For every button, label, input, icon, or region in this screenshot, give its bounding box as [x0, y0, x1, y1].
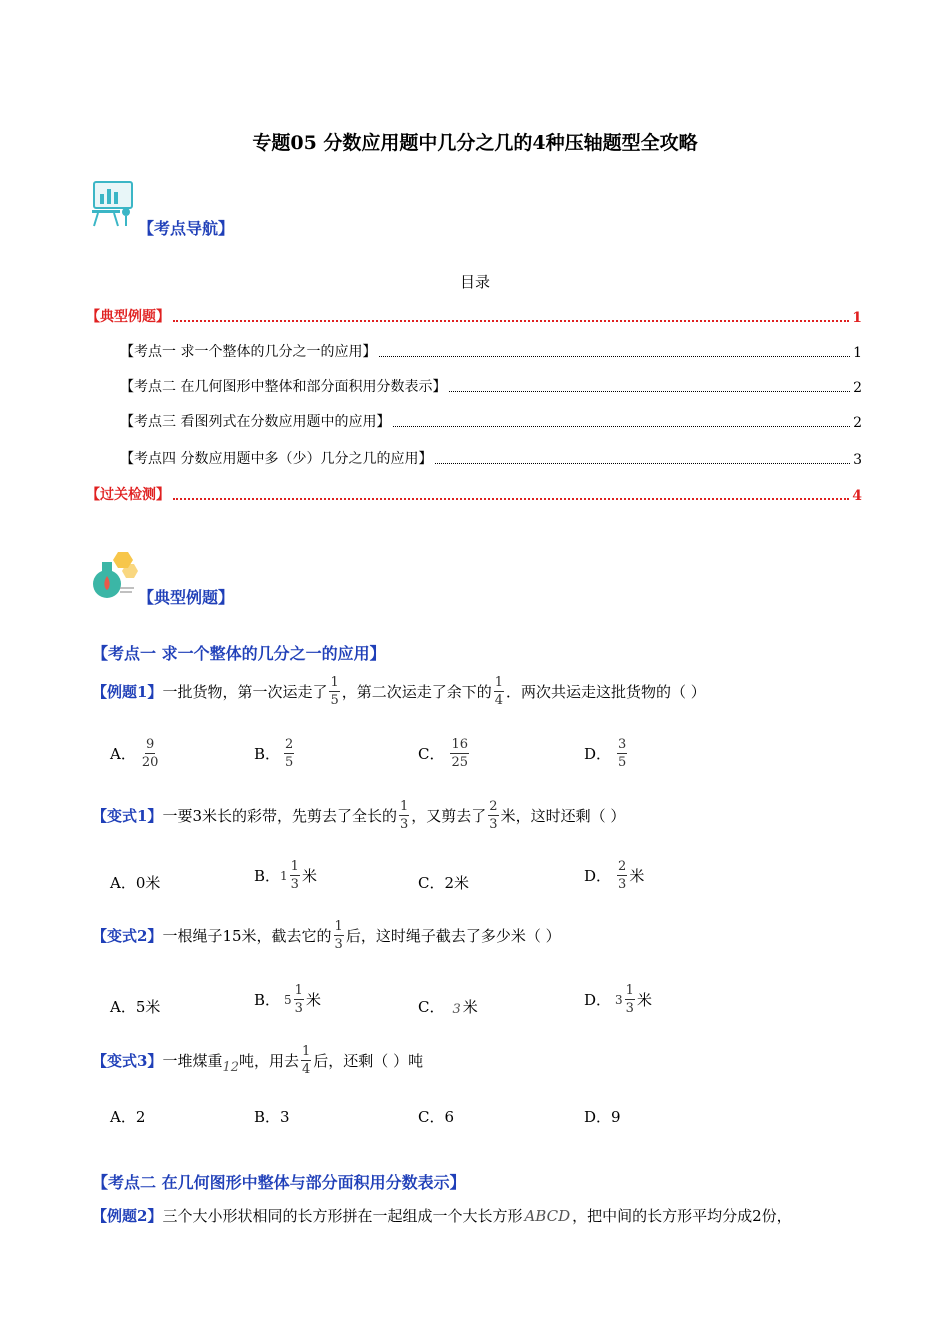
question-v2: 【变式2】 一根绳子15米，截去它的 $\frac{1}{3}$ 后，这时绳子截去了多少米（ ）: [92, 919, 561, 952]
option-d[interactable]: D． $\frac{3}{5}$: [584, 737, 627, 770]
option-c[interactable]: C．6: [418, 1108, 455, 1126]
nav-heading: 【考点导航】: [138, 219, 235, 238]
option-b[interactable]: B． 1 $\frac{1}{3}$ 米: [254, 859, 317, 892]
toc-entry-label: 【考点三 看图列式在分数应用题中的应用】: [120, 414, 391, 430]
toc-entry[interactable]: [120, 341, 862, 361]
option-b[interactable]: B． 5 $\frac{1}{3}$ 米: [254, 983, 321, 1016]
toc-entry-label: 【考点四 分数应用题中多（少）几分之几的应用】: [120, 451, 433, 467]
toc-entry[interactable]: [120, 411, 862, 431]
fraction: $\frac{1}{3}$: [334, 919, 343, 952]
toc-entry-label: 【考点一 求一个整体的几分之一的应用】: [120, 344, 377, 360]
fraction: $\frac{1}{4}$: [494, 675, 504, 708]
question-ex2: 【例题2】 三个大小形状相同的长方形拼在一起组成一个大长方形 ABCD ，把中间的长方形平均分成2份，: [92, 1206, 792, 1225]
question-ex1: [92, 676, 706, 707]
toc-page: 3: [853, 452, 862, 468]
toc-entry-label: 【典型例题】: [86, 309, 170, 325]
examples-heading: 【典型例题】: [138, 588, 235, 607]
question-tag: 【例题1】: [92, 683, 163, 701]
question-text: ，第二次运走了余下的: [341, 683, 492, 701]
fraction: $\frac{1}{3}$: [399, 799, 409, 832]
option-d[interactable]: D．9: [584, 1108, 621, 1126]
toc-leader: [379, 355, 850, 357]
toc-page: 2: [853, 415, 862, 431]
question-text: ．两次共运走这批货物的（ ）: [506, 683, 706, 701]
question-v3: 【变式3】 一堆煤重 12 吨，用去 $\frac{1}{4}$ 后，还剩（ ）吨: [92, 1044, 424, 1077]
toc-page: 1: [852, 310, 862, 326]
toc-leader: [435, 462, 850, 464]
option-a[interactable]: A．0米: [110, 874, 161, 892]
toc-leader: [173, 319, 849, 322]
fraction: $\frac{1}{5}$: [330, 675, 339, 708]
option-d[interactable]: D． 3 $\frac{1}{3}$ 米: [584, 983, 652, 1016]
option-b[interactable]: B．3: [254, 1108, 290, 1126]
flask-icon: [88, 550, 138, 600]
option-a[interactable]: A．5米: [110, 998, 161, 1016]
toc-leader: [449, 390, 850, 392]
fraction: $\frac{1}{4}$: [302, 1044, 311, 1077]
option-b[interactable]: B． $\frac{2}{5}$: [254, 737, 294, 770]
toc-page: 4: [852, 488, 862, 504]
toc-page: 2: [853, 380, 862, 396]
toc-entry[interactable]: [86, 306, 862, 326]
question-v1: 【变式1】 一要3米长的彩带，先剪去了全长的 $\frac{1}{3}$ ，又剪去了 $\frac{2}{3}$ 米，这时还剩（ ）: [92, 799, 626, 832]
toc-page: 1: [853, 345, 862, 361]
toc-entry-label: 【考点二 在几何图形中整体和部分面积用分数表示】: [120, 379, 447, 395]
fraction: $\frac{2}{3}$: [489, 799, 498, 832]
page-title: 专题05 分数应用题中几分之几的4种压轴题型全攻略: [252, 132, 698, 154]
presentation-icon: [88, 180, 138, 228]
option-d[interactable]: D． $\frac{2}{3}$ 米: [584, 859, 645, 892]
question-text: 一批货物，第一次运走了: [162, 683, 328, 701]
toc-entry[interactable]: [120, 448, 862, 468]
toc-leader: [173, 497, 849, 500]
toc-title: 目录: [459, 273, 490, 291]
toc-entry[interactable]: [120, 376, 862, 396]
option-a[interactable]: A． $\frac{9}{20}$: [110, 737, 159, 770]
topic-heading: 【考点一 求一个整体的几分之一的应用】: [92, 644, 386, 663]
toc-entry[interactable]: [86, 484, 862, 504]
toc-leader: [393, 425, 850, 427]
option-a[interactable]: A．2: [110, 1108, 146, 1126]
option-c[interactable]: C． 3 米: [418, 998, 478, 1017]
option-c[interactable]: C．2米: [418, 874, 470, 892]
option-c[interactable]: C． $\frac{16}{25}$: [418, 737, 469, 770]
topic-heading: 【考点二 在几何图形中整体与部分面积用分数表示】: [92, 1173, 466, 1192]
toc-entry-label: 【过关检测】: [86, 487, 170, 503]
